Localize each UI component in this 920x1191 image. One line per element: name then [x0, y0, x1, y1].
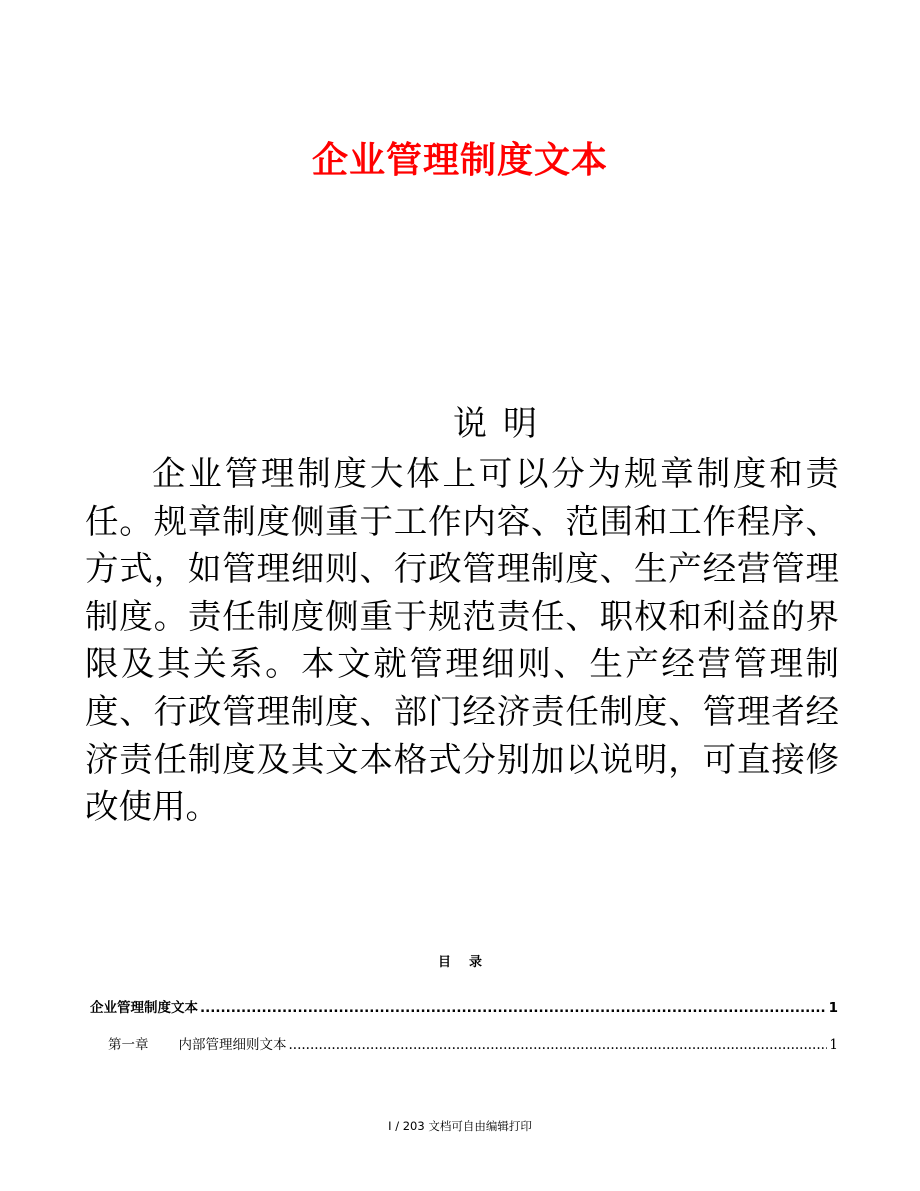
- page-footer: I / 203 文档可自由编辑打印: [388, 1119, 532, 1133]
- document-title: 企业管理制度文本: [311, 139, 608, 181]
- explanation-heading: 说明: [453, 404, 553, 444]
- toc-entry-title: 企业管理制度文本: [90, 1000, 198, 1016]
- toc-entry[interactable]: [90, 996, 838, 1016]
- toc-entry[interactable]: [108, 1033, 838, 1053]
- toc-entry-page: 1: [828, 1000, 838, 1016]
- toc-entry-title: 内部管理细则文本: [178, 1037, 287, 1053]
- toc-entry-chapter: 第一章: [108, 1037, 149, 1053]
- explanation-body: 企业管理制度大体上可以分为规章制度和责任。规章制度侧重于工作内容、范围和工作程序、方式，如管理细则、行政管理制度、生产经营管理制度。责任制度侧重于规范责任、职权和利益的界限及其关系。本文就管理细则、生产经营管理制度、行政管理制度、部门经济责任制度、管理者经济责任制度及其文本格式分别加以说明，可直接修改使用。: [85, 454, 839, 827]
- toc-leader-dots: [289, 1037, 828, 1053]
- toc-leader-dots: [200, 1000, 827, 1016]
- toc-heading: 目录: [437, 955, 500, 970]
- toc-entry-page: 1: [829, 1037, 838, 1053]
